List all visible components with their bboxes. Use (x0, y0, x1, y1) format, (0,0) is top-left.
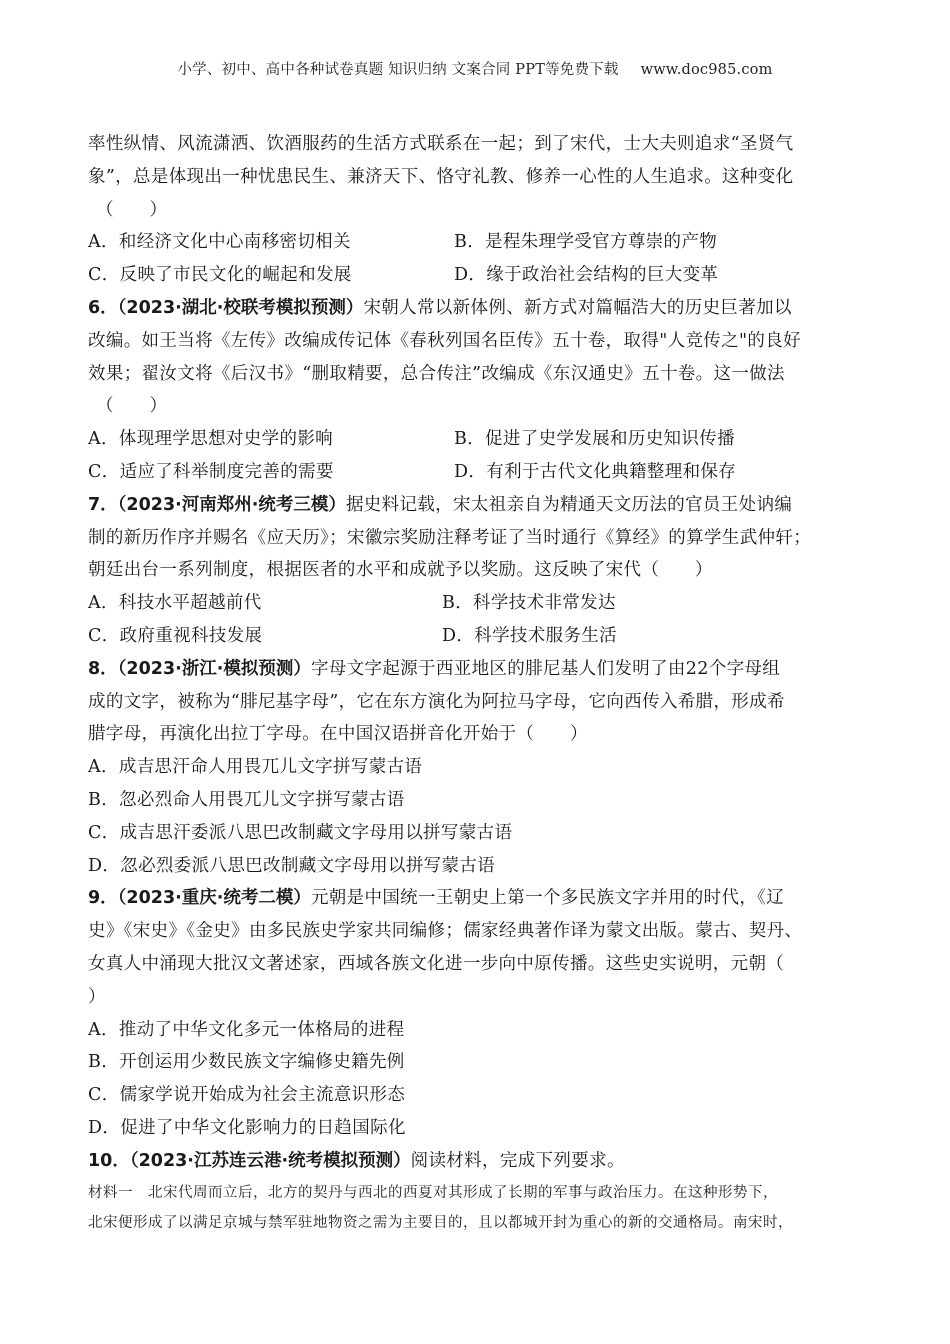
q8-line-2: 成的文字，被称为“腓尼基字母”，它在东方演化为阿拉马字母，它向西传入希腊，形成希 (88, 691, 785, 712)
q7-line-3: 朝廷出台一系列制度，根据医者的水平和成就予以奖励。这反映了宋代（ ） (88, 560, 713, 581)
q6-options-row-1 (88, 423, 866, 456)
header-url[interactable]: www.doc985.com (640, 62, 773, 78)
q9-option-a[interactable]: A．推动了中华文化多元一体格局的进程 (88, 1019, 405, 1040)
q8-line-1 (88, 653, 866, 686)
q5-option-b[interactable]: B．是程朱理学受官方尊崇的产物 (454, 232, 718, 253)
q9-line-3: 女真人中涌现大批汉文著述家，西域各族文化进一步向中原传播。这些史实说明，元朝（ (88, 953, 785, 974)
q6-header: 6．（2023·湖北·校联考模拟预测） (88, 297, 364, 318)
q9-line-1 (88, 882, 866, 915)
question-10 (88, 1145, 866, 1238)
q6-options-row-2 (88, 456, 866, 489)
q9-option-c[interactable]: C．儒家学说开始成为社会主流意识形态 (88, 1085, 406, 1106)
q9-text-1: 元朝是中国统一王朝史上第一个多民族文字并用的时代，《辽 (310, 888, 785, 909)
question-6 (88, 292, 866, 489)
q10-line-1 (88, 1145, 866, 1178)
q10-header: 10．（2023·江苏连云港·统考模拟预测） (88, 1150, 411, 1171)
q10-text: 阅读材料，完成下列要求。 (410, 1150, 625, 1171)
q10-material-line-2: 北宋便形成了以满足京城与禁军驻地物资之需为主要目的，且以都城开封为重心的新的交通格局。南宋时， (88, 1214, 793, 1231)
q6-line-2: 改编。如王当将《左传》改编成传记体《春秋列国名臣传》五十卷，取得"人竞传之"的良好 (88, 330, 801, 351)
q7-text-1: 据史料记载，宋太祖亲自为精通天文历法的官员王处讷编 (345, 494, 793, 515)
question-8 (88, 653, 866, 883)
q5-answer-blank: （ ） (96, 199, 168, 220)
q9-header: 9．（2023·重庆·统考二模） (88, 888, 311, 909)
q5-options-row-2 (88, 259, 866, 292)
q7-option-d[interactable]: D．科学技术服务生活 (442, 625, 618, 646)
page-header (0, 58, 950, 79)
q8-option-d[interactable]: D．忽必烈委派八思巴改制藏文字母用以拼写蒙古语 (88, 855, 496, 876)
q7-option-a[interactable]: A．科技水平超越前代 (88, 593, 262, 614)
q6-option-d[interactable]: D．有利于古代文化典籍整理和保存 (454, 461, 737, 482)
q9-line-2: 史》《宋史》《金史》由多民族史学家共同编修；儒家经典著作译为蒙文出版。蒙古、契丹、 (88, 921, 803, 942)
q6-answer-blank: （ ） (96, 396, 168, 417)
q6-option-a[interactable]: A．体现理学思想对史学的影响 (88, 429, 334, 450)
q9-option-d[interactable]: D．促进了中华文化影响力的日趋国际化 (88, 1117, 406, 1138)
q5-option-d[interactable]: D．缘于政治社会结构的巨大变革 (454, 265, 719, 286)
question-9 (88, 882, 866, 1144)
q7-header: 7．（2023·河南郑州·统考三模） (88, 494, 346, 515)
q8-header: 8．（2023·浙江·模拟预测） (88, 658, 311, 679)
q8-option-b[interactable]: B．忽必烈命人用畏兀儿文字拼写蒙古语 (88, 789, 405, 810)
q5-line-2: 象”，总是体现出一种忧患民生、兼济天下、恪守礼教、修养一心性的人生追求。这种变化 (88, 166, 794, 187)
q9-line-4: ） (88, 986, 106, 1007)
q8-text-1: 字母文字起源于西亚地区的腓尼基人们发明了由22个字母组 (310, 658, 781, 679)
q5-option-c[interactable]: C．反映了市民文化的崛起和发展 (88, 265, 352, 286)
question-5 (88, 128, 866, 292)
q6-line-3: 效果；翟汝文将《后汉书》“删取精要，总合传注”改编成《东汉通史》五十卷。这一做法 (88, 363, 785, 384)
q6-text-1: 宋朝人常以新体例、新方式对篇幅浩大的历史巨著加以 (363, 297, 792, 318)
q10-material-line-1: 材料一 北宋代周而立后，北方的契丹与西北的西夏对其形成了长期的军事与政治压力。在这种形势下， (88, 1184, 778, 1201)
q7-option-b[interactable]: B．科学技术非常发达 (442, 593, 616, 614)
q9-option-b[interactable]: B．开创运用少数民族文字编修史籍先例 (88, 1052, 405, 1073)
question-7 (88, 489, 866, 653)
header-text: 小学、初中、高中各种试卷真题 知识归纳 文案合同 PPT等免费下载 (177, 62, 619, 78)
q6-line-1 (88, 292, 866, 325)
q5-option-a[interactable]: A．和经济文化中心南移密切相关 (88, 232, 351, 253)
q7-line-1 (88, 489, 866, 522)
q5-line-1: 率性纵情、风流潇洒、饮酒服药的生活方式联系在一起；到了宋代，士大夫则追求“圣贤气 (88, 134, 794, 154)
q7-options-row-2 (88, 620, 866, 653)
q8-option-a[interactable]: A．成吉思汗命人用畏兀儿文字拼写蒙古语 (88, 757, 423, 778)
document-body (88, 128, 866, 1238)
q5-options-row-1 (88, 226, 866, 259)
q8-option-c[interactable]: C．成吉思汗委派八思巴改制藏文字母用以拼写蒙古语 (88, 822, 513, 843)
q7-options-row-1 (88, 587, 866, 620)
q7-line-2: 制的新历作序并赐名《应天历》；宋徽宗奖励注释考证了当时通行《算经》的算学生武仲轩； (88, 527, 812, 548)
q7-option-c[interactable]: C．政府重视科技发展 (88, 625, 263, 646)
q6-option-c[interactable]: C．适应了科举制度完善的需要 (88, 461, 334, 482)
q8-line-3: 腊字母，再演化出拉丁字母。在中国汉语拼音化开始于（ ） (88, 724, 588, 745)
q6-option-b[interactable]: B．促进了史学发展和历史知识传播 (454, 429, 735, 450)
